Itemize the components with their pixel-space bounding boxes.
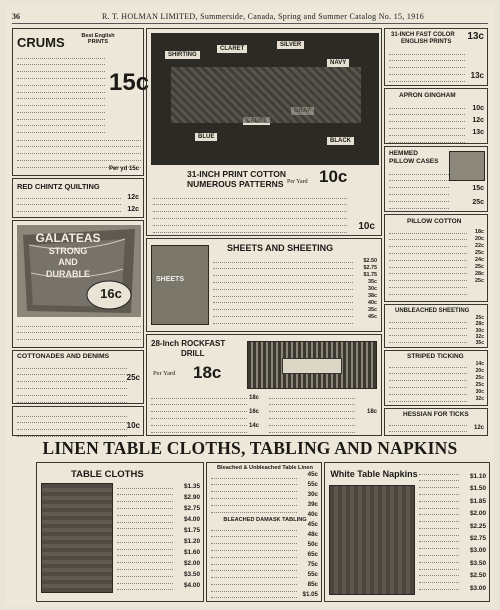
ticking-price-0: 14c — [475, 361, 484, 367]
crums-description — [17, 53, 105, 134]
ticking-price-3: 25c — [475, 382, 484, 388]
napkins-price-8: $2.50 — [470, 572, 486, 580]
unbleached-title: UNBLEACHED SHEETING — [395, 308, 470, 314]
sheets-box — [146, 238, 382, 332]
galateas-description — [17, 321, 141, 341]
ticking-title: STRIPED TICKING — [407, 353, 464, 360]
table-cloths-price-8: $3.50 — [184, 571, 200, 578]
ticking-price-2: 25c — [475, 375, 484, 381]
hessian-description — [389, 420, 467, 434]
hessian-price: 12c — [473, 425, 484, 431]
napkins-price-7: $3.50 — [470, 559, 486, 567]
tabling-price-11: 85c — [307, 581, 318, 588]
pillow-cotton-price-5: 25c — [475, 264, 484, 270]
rockfast-price-0: 18c — [249, 395, 260, 401]
galateas-label-2: STRONG — [48, 246, 88, 256]
page-header — [12, 10, 488, 24]
pillow-cotton-title: PILLOW COTTON — [407, 218, 462, 225]
unbleached-price-2: 30c — [475, 327, 484, 334]
table-cloths-price-7: $2.00 — [184, 560, 200, 567]
pillow-cotton-description — [389, 228, 467, 296]
patches-description — [17, 411, 127, 438]
bolt-label-2: SILVER — [277, 41, 304, 49]
tabling-price-1: 55c — [307, 481, 318, 488]
rockfast-title-1: 28-Inch ROCKFAST — [151, 339, 226, 348]
rockfast-box — [146, 334, 382, 436]
tabling-box — [206, 462, 322, 602]
sheets-price-5: 38c — [368, 293, 377, 299]
galateas-label-1: GALATEAS — [35, 231, 101, 245]
pillow-cases-box — [384, 146, 488, 212]
tabling-price-10: 55c — [307, 571, 318, 578]
table-cloths-price-0: $1.35 — [184, 483, 200, 490]
napkins-price-3: $2.00 — [470, 510, 486, 518]
sheets-prices — [349, 258, 377, 321]
napkins-price-5: $2.75 — [470, 534, 486, 542]
print-cotton-box — [146, 28, 382, 236]
tabling-price-6: 48c — [307, 531, 318, 538]
pillow-cotton-prices — [466, 229, 484, 285]
ticking-price-5: 32c — [475, 396, 484, 402]
bolt-label-1: CLARET — [217, 45, 247, 53]
bolt-label-3: NAVY — [327, 59, 349, 67]
cottonades-price: 25c — [126, 373, 140, 382]
fast-color-title-1: 31-INCH FAST COLOR — [391, 32, 455, 38]
ticking-description — [389, 362, 467, 403]
tabling-price-0: 45c — [307, 471, 318, 478]
ticking-price-1: 20c — [475, 368, 484, 374]
tabling-price-12: $1.05 — [302, 591, 318, 598]
pillow-cotton-price-2: 22c — [475, 243, 484, 249]
cottonades-box — [12, 350, 144, 404]
crums-footer-price: Per yd 15c — [108, 166, 139, 172]
table-cloths-description — [117, 483, 173, 592]
tabling-price-9: 75c — [307, 561, 318, 568]
galateas-box — [12, 220, 144, 348]
tabling-price-2: 30c — [307, 491, 318, 498]
napkins-title: White Table Napkins — [330, 469, 418, 479]
print-cotton-title-2: NUMEROUS PATTERNS — [187, 179, 284, 189]
tabling-prices — [296, 471, 318, 601]
pillow-cases-title-2: PILLOW CASES — [389, 158, 439, 165]
table-cloths-price-9: $4.00 — [184, 582, 200, 589]
red-chintz-title: RED CHINTZ QUILTING — [17, 182, 100, 191]
table-cloths-price-6: $1.60 — [184, 549, 200, 556]
print-cotton-bolts-image — [151, 33, 379, 165]
napkin-image — [329, 485, 415, 595]
cottonades-description — [17, 363, 127, 404]
bolt-label-0: SHIRTING — [165, 51, 200, 59]
napkins-price-6: $3.00 — [470, 547, 486, 555]
unbleached-price-0: 25c — [475, 315, 484, 321]
unbleached-price-3: 32c — [475, 333, 484, 340]
print-cotton-price: 10c — [319, 167, 348, 186]
sheets-price-8: 45c — [368, 314, 377, 320]
hessian-box — [384, 408, 488, 436]
bolt-pattern — [171, 67, 361, 123]
galateas-label-4: DURABLE — [46, 269, 90, 279]
sheets-price-0: $2.50 — [363, 258, 377, 264]
unbleached-prices — [466, 315, 484, 346]
fast-color-box — [384, 28, 488, 86]
napkins-price-2: $1.85 — [470, 497, 486, 505]
hessian-title: HESSIAN FOR TICKS — [403, 411, 469, 418]
print-cotton-price-2: 10c — [358, 221, 375, 232]
sheets-price-6: 40c — [368, 300, 377, 306]
pillow-cotton-price-6: 28c — [475, 271, 484, 277]
ticking-price-4: 30c — [475, 389, 484, 395]
rockfast-bolt-image — [247, 341, 377, 389]
bolt-label-7: BLACK — [327, 137, 354, 145]
tabling-price-3: 39c — [307, 501, 318, 508]
red-chintz-price-b: 12c — [127, 206, 139, 213]
tabling-description — [211, 473, 297, 514]
napkins-box — [324, 462, 490, 602]
page-number: 36 — [12, 12, 20, 21]
tabling-damask-description — [211, 525, 297, 600]
gingham-price-1: 12c — [472, 117, 484, 124]
sheets-price-2: $1.75 — [363, 272, 377, 278]
print-cotton-title-1: 31-INCH PRINT COTTON — [187, 169, 287, 179]
napkins-price-4: $2.25 — [470, 522, 486, 530]
table-cloths-price-4: $1.75 — [184, 527, 200, 534]
pillow-cotton-price-3: 25c — [475, 250, 484, 256]
sheets-price-3: 35c — [368, 279, 377, 285]
linen-banner: LINEN TABLE CLOTHS, TABLING AND NAPKINS — [42, 438, 458, 458]
sheets-description — [213, 257, 353, 325]
gingham-title: APRON GINGHAM — [399, 92, 456, 99]
pillow-cotton-price-4: 24c — [475, 257, 484, 263]
red-chintz-price-a: 12c — [127, 194, 139, 201]
gingham-price-2: 13c — [472, 129, 484, 136]
unbleached-description — [389, 317, 467, 344]
pillow-cotton-price-1: 20c — [475, 236, 484, 242]
pillow-cotton-price-0: 18c — [475, 229, 484, 235]
table-cloths-title: TABLE CLOTHS — [71, 469, 144, 480]
sheets-price-4: 30c — [368, 286, 377, 292]
crums-prints-box — [12, 28, 150, 176]
rockfast-price-2: 14c — [249, 423, 260, 429]
napkins-price-1: $1.50 — [470, 485, 486, 493]
table-cloths-price-1: $2.90 — [184, 494, 200, 501]
sheets-box-image — [151, 245, 209, 325]
sheets-price-1: $2.75 — [363, 265, 377, 271]
tabling-price-5: 45c — [307, 521, 318, 528]
patches-box — [12, 406, 144, 436]
pillow-cases-price-0: 15c — [472, 185, 484, 192]
ticking-prices — [466, 361, 484, 403]
rockfast-price-1: 16c — [249, 409, 260, 415]
fast-color-title-2: ENGLISH PRINTS — [401, 39, 452, 45]
napkins-prices — [460, 473, 486, 597]
gingham-box — [384, 88, 488, 144]
catalog-title: R. T. HOLMAN LIMITED, Summerside, Canada, Spring and Summer Catalog No. 15, 1916 — [102, 12, 425, 21]
sheets-price-7: 35c — [368, 307, 377, 313]
ticking-box — [384, 350, 488, 406]
table-cloths-price-5: $1.20 — [184, 538, 200, 545]
gingham-description — [389, 103, 465, 144]
catalog-page — [6, 4, 494, 606]
fast-color-description — [389, 49, 465, 83]
red-chintz-box — [12, 178, 144, 218]
unbleached-price-1: 28c — [475, 321, 484, 328]
table-cloths-price-3: $4.00 — [184, 516, 200, 523]
pillow-cases-price-1: 25c — [472, 199, 484, 206]
unbleached-box — [384, 304, 488, 348]
crums-subtitle: Best English PRINTS — [81, 33, 115, 45]
napkins-price-0: $1.10 — [470, 473, 486, 480]
rockfast-description-2 — [269, 393, 355, 434]
table-cloth-image — [41, 483, 113, 593]
sheets-box-label: SHEETS — [156, 276, 185, 283]
napkins-price-9: $3.00 — [470, 584, 486, 592]
pillow-cases-title-1: HEMMED — [389, 150, 418, 157]
galateas-label-3: AND — [58, 257, 78, 267]
tabling-price-8: 65c — [307, 551, 318, 558]
crums-title: CRUMS — [17, 35, 65, 50]
gingham-price-0: 10c — [472, 105, 484, 112]
patches-price: 10c — [126, 421, 140, 430]
rockfast-per-yard: Per Yard — [153, 370, 176, 377]
rockfast-price-3: 18c — [366, 409, 377, 415]
red-chintz-description — [17, 193, 121, 213]
napkins-description — [419, 469, 459, 591]
crums-description-lower — [17, 135, 141, 169]
tabling-title: Bleached & Unbleached Table Linen — [217, 465, 313, 471]
pillow-case-image — [449, 151, 485, 181]
pillow-cases-description — [389, 169, 449, 210]
cottonades-title: COTTONADES AND DENIMS — [17, 353, 110, 360]
table-cloths-box — [36, 462, 204, 602]
tabling-price-7: 50c — [307, 541, 318, 548]
rockfast-title-2: DRILL — [181, 349, 205, 358]
print-cotton-per-yard: Per Yard — [287, 179, 308, 185]
table-cloths-prices — [174, 483, 200, 593]
rockfast-description — [151, 393, 247, 434]
fast-color-price-1: 13c — [467, 31, 484, 42]
rockfast-price: 18c — [193, 363, 222, 382]
unbleached-price-4: 35c — [475, 340, 484, 347]
sheets-title: SHEETS AND SHEETING — [227, 243, 334, 253]
tabling-price-4: 40c — [307, 511, 318, 518]
crums-price: 15c — [109, 69, 150, 96]
tabling-damask-title: BLEACHED DAMASK TABLING — [223, 517, 307, 523]
galateas-price: 16c — [100, 286, 122, 301]
fast-color-price-2: 13c — [470, 71, 484, 80]
table-cloths-price-2: $2.75 — [184, 505, 200, 512]
bolt-label-5: BLUE — [195, 133, 217, 141]
pillow-cotton-box — [384, 214, 488, 302]
pillow-cotton-price-7: 25c — [475, 278, 484, 284]
rockfast-bolt-tag — [282, 358, 342, 374]
print-cotton-description — [153, 193, 347, 234]
